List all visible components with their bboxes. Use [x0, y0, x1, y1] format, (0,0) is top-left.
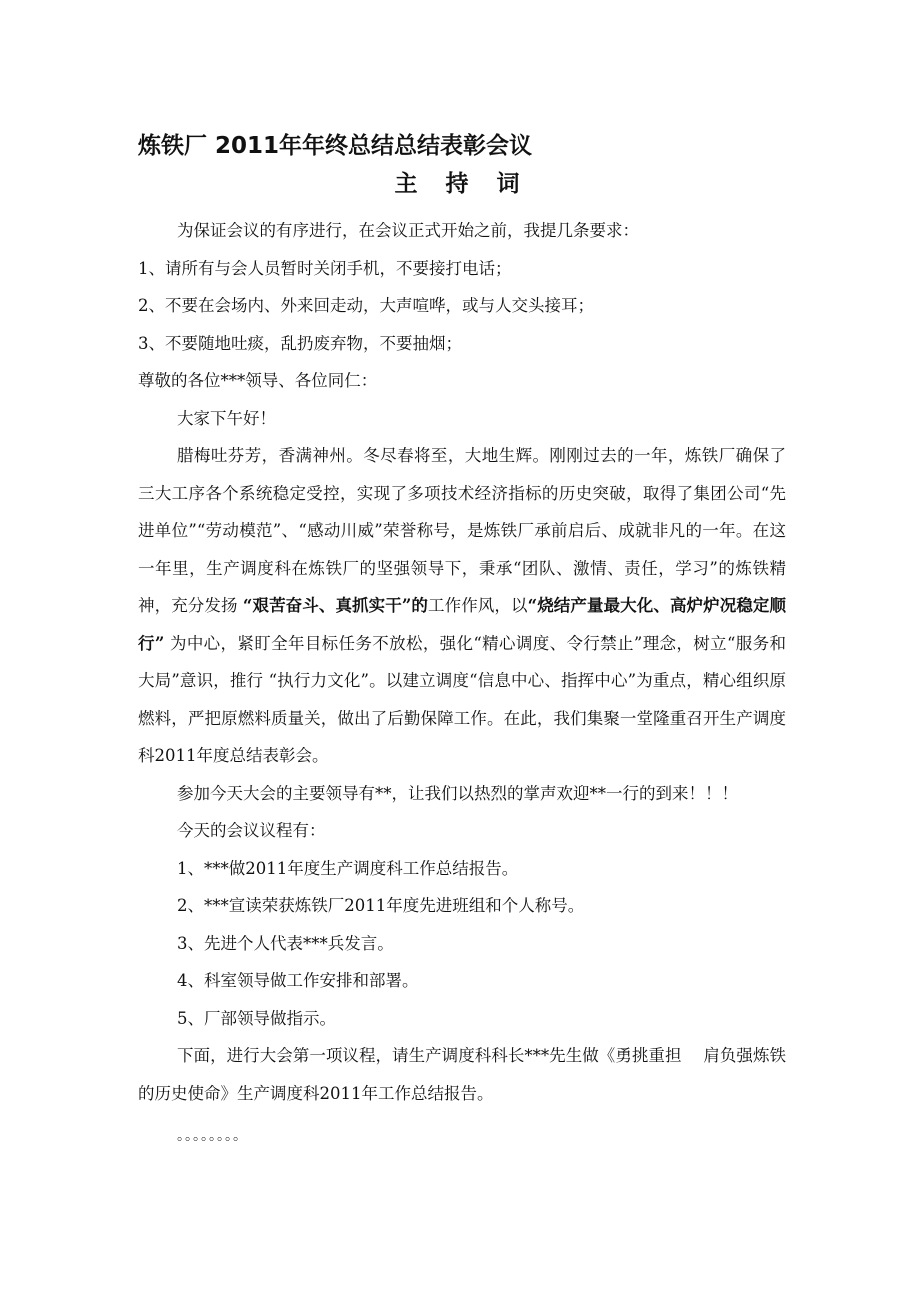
agenda-item-2: 2、***宣读荣获炼铁厂2011年度先进班组和个人称号。: [177, 896, 585, 915]
main-paragraph-part2: 工作作风，以: [428, 596, 528, 615]
main-paragraph-part1: 腊梅吐芬芳，香满神州。冬尽春将至，大地生辉。刚刚过去的一年，炼铁厂确保了三大工序各个系统稳定受控，实现了多项技术经济指标的历史突破，取得了集团公司“先进单位”“劳动模范”、“感动川威”荣誉称号，是炼铁厂承前启后、成就非凡的一年。在这一年里，生产调度科在炼铁厂的坚强领导下，秉承“团队、激情、责任，学习”的炼铁精神，充分发扬: [138, 446, 786, 615]
intro-line: 为保证会议的有序进行，在会议正式开始之前，我提几条要求：: [177, 221, 639, 240]
main-paragraph: [138, 437, 786, 775]
main-paragraph-part3: 为中心，紧盯全年目标任务不放松，强化“精心调度、令行禁止”理念，树立“服务和大局”意识，推行 “执行力文化”。以建立调度“信息中心、指挥中心”为重点，精心组织原燃料，严把原燃料质量关，做出了后勤保障工作。在此，我们集聚一堂隆重召开生产调度科2011年度总结表彰会。: [138, 633, 786, 765]
document-page: [138, 128, 786, 1156]
document-title: 炼铁厂 2011年年终总结总结表彰会议: [138, 133, 533, 159]
rule-item-1: 1、请所有与会人员暂时关闭手机，不要接打电话；: [138, 258, 512, 278]
agenda-item-3: 3、先进个人代表***兵发言。: [177, 933, 394, 953]
rule-item-2: 2、不要在会场内、外来回走动，大声喧哗，或与人交头接耳；: [138, 296, 594, 315]
salutation: 尊敬的各位***领导、各位同仁：: [138, 371, 378, 390]
agenda-intro: 今天的会议议程有：: [177, 821, 326, 840]
main-paragraph-bold2: “烧结产量最大化、高炉炉况稳定顺行”: [138, 596, 787, 653]
document-subtitle: 主 持 词: [394, 171, 530, 197]
agenda-item-5: 5、厂部领导做指示。: [177, 1008, 336, 1028]
agenda-item-1: 1、***做2011年度生产调度科工作总结报告。: [177, 858, 519, 878]
ellipsis: 。。。。。。。。: [177, 1128, 248, 1144]
greeting: 大家下午好！: [177, 408, 276, 428]
leaders-line: 参加今天大会的主要领导有**，让我们以热烈的掌声欢迎**一行的到来！！！: [177, 783, 738, 803]
main-paragraph-bold1: “艰苦奋斗、真抓实干”的: [242, 596, 429, 615]
agenda-item-4: 4、科室领导做工作安排和部署。: [177, 971, 419, 990]
closing-paragraph: 下面，进行大会第一项议程，请生产调度科科长***先生做《勇挑重担 肩负强炼铁的历史使命》生产调度科2011年工作总结报告。: [138, 1046, 786, 1103]
rule-item-3: 3、不要随地吐痰，乱扔废弃物，不要抽烟；: [138, 333, 462, 353]
